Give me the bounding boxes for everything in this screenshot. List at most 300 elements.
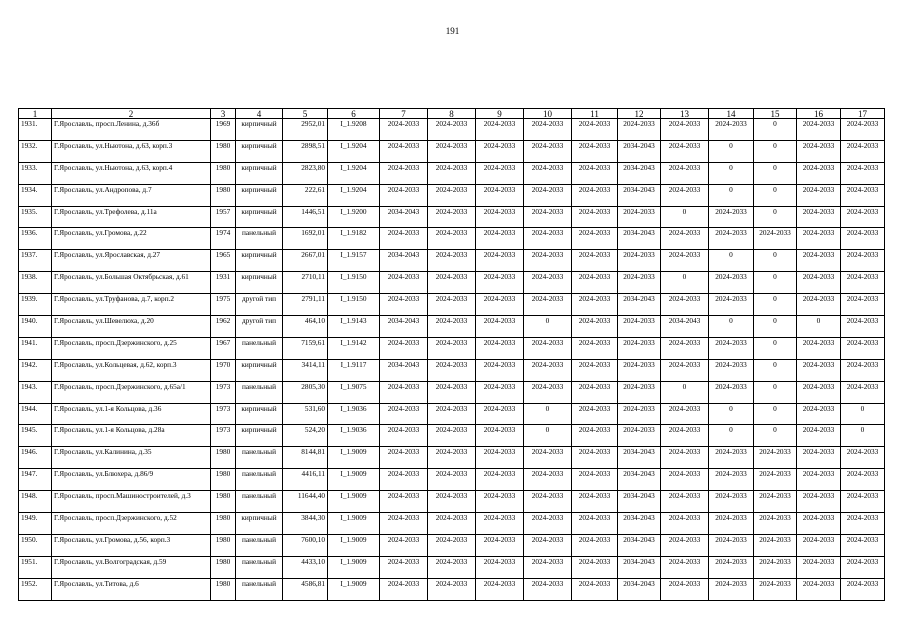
wall-type-cell: панельный [236,447,283,469]
row-number: 1939. [19,294,52,316]
table-row [19,513,885,535]
period-cell-17: 2024-2033 [841,272,885,294]
index-cell: I_1.9075 [328,381,380,403]
period-cell-12: 2034-2043 [618,513,661,535]
year-cell: 1973 [211,403,236,425]
period-cell-9: 2024-2033 [476,425,524,447]
row-number: 1932. [19,140,52,162]
period-cell-9: 2024-2033 [476,272,524,294]
period-cell-9: 2024-2033 [476,578,524,600]
area-cell: 222,61 [283,184,328,206]
table-row [19,403,885,425]
period-cell-17: 2024-2033 [841,491,885,513]
row-number: 1935. [19,206,52,228]
period-cell-16: 2024-2033 [797,556,841,578]
period-cell-10: 2024-2033 [524,250,572,272]
period-cell-16: 2024-2033 [797,184,841,206]
period-cell-7: 2024-2033 [380,294,428,316]
period-cell-11: 2024-2033 [572,381,618,403]
table-row [19,556,885,578]
address-cell: Г.Ярославль, ул.Ньютона, д.63, корп.3 [52,140,211,162]
table-row [19,534,885,556]
period-cell-14: 2024-2033 [709,381,754,403]
period-cell-8: 2024-2033 [428,162,476,184]
period-cell-10: 2024-2033 [524,206,572,228]
period-cell-8: 2024-2033 [428,469,476,491]
wall-type-cell: панельный [236,469,283,491]
address-cell: Г.Ярославль, ул.Ньютона, д.63, корп.4 [52,162,211,184]
area-cell: 3414,11 [283,359,328,381]
address-cell: Г.Ярославль, ул.Громова, д.56, корп.3 [52,534,211,556]
period-cell-14: 2024-2033 [709,119,754,141]
period-cell-11: 2024-2033 [572,534,618,556]
period-cell-9: 2024-2033 [476,206,524,228]
period-cell-17: 2024-2033 [841,534,885,556]
period-cell-9: 2024-2033 [476,119,524,141]
row-number: 1940. [19,316,52,338]
period-cell-17: 2024-2033 [841,469,885,491]
period-cell-8: 2024-2033 [428,316,476,338]
period-cell-8: 2024-2033 [428,556,476,578]
period-cell-14: 2024-2033 [709,578,754,600]
period-cell-15: 0 [754,425,797,447]
period-cell-7: 2024-2033 [380,403,428,425]
period-cell-12: 2034-2043 [618,294,661,316]
period-cell-9: 2024-2033 [476,491,524,513]
period-cell-16: 2024-2033 [797,119,841,141]
index-cell: I_1.9204 [328,184,380,206]
period-cell-10: 2024-2033 [524,578,572,600]
period-cell-17: 2024-2033 [841,250,885,272]
area-cell: 2823,80 [283,162,328,184]
area-cell: 2952,01 [283,119,328,141]
wall-type-cell: панельный [236,491,283,513]
column-header-14: 14 [709,109,754,119]
address-cell: Г.Ярославль, ул.Титова, д.6 [52,578,211,600]
period-cell-7: 2024-2033 [380,337,428,359]
period-cell-7: 2024-2033 [380,381,428,403]
period-cell-11: 2024-2033 [572,316,618,338]
index-cell: I_1.9117 [328,359,380,381]
period-cell-7: 2024-2033 [380,578,428,600]
period-cell-14: 0 [709,250,754,272]
period-cell-14: 2024-2033 [709,359,754,381]
row-number: 1949. [19,513,52,535]
period-cell-16: 2024-2033 [797,272,841,294]
index-cell: I_1.9143 [328,316,380,338]
period-cell-15: 0 [754,272,797,294]
period-cell-17: 2024-2033 [841,381,885,403]
period-cell-14: 2024-2033 [709,534,754,556]
period-cell-12: 2034-2043 [618,469,661,491]
period-cell-12: 2034-2043 [618,447,661,469]
address-cell: Г.Ярославль, просп.Машиностроителей, д.3 [52,491,211,513]
address-cell: Г.Ярославль, ул.1-я Кольцова, д.36 [52,403,211,425]
period-cell-10: 2024-2033 [524,359,572,381]
period-cell-8: 2024-2033 [428,534,476,556]
index-cell: I_1.9009 [328,447,380,469]
column-header-3: 3 [211,109,236,119]
area-cell: 2791,11 [283,294,328,316]
area-cell: 3844,30 [283,513,328,535]
period-cell-10: 0 [524,403,572,425]
period-cell-7: 2024-2033 [380,184,428,206]
period-cell-8: 2024-2033 [428,250,476,272]
period-cell-15: 2024-2033 [754,228,797,250]
period-cell-16: 2024-2033 [797,337,841,359]
period-cell-13: 2024-2033 [661,469,709,491]
table-row [19,140,885,162]
period-cell-16: 2024-2033 [797,140,841,162]
column-header-9: 9 [476,109,524,119]
table-row [19,316,885,338]
area-cell: 4433,10 [283,556,328,578]
period-cell-17: 0 [841,403,885,425]
address-cell: Г.Ярославль, ул.Волгоградская, д.59 [52,556,211,578]
area-cell: 4586,81 [283,578,328,600]
period-cell-10: 2024-2033 [524,294,572,316]
period-cell-13: 2024-2033 [661,513,709,535]
column-header-11: 11 [572,109,618,119]
period-cell-16: 2024-2033 [797,206,841,228]
period-cell-13: 2024-2033 [661,294,709,316]
address-cell: Г.Ярославль, ул.Кольцевая, д.62, корп.3 [52,359,211,381]
column-header-16: 16 [797,109,841,119]
column-header-8: 8 [428,109,476,119]
period-cell-14: 0 [709,140,754,162]
index-cell: I_1.9200 [328,206,380,228]
row-number: 1933. [19,162,52,184]
address-cell: Г.Ярославль, просп.Дзержинского, д.65а/1 [52,381,211,403]
area-cell: 2805,30 [283,381,328,403]
wall-type-cell: кирпичный [236,272,283,294]
year-cell: 1965 [211,250,236,272]
period-cell-17: 2024-2033 [841,294,885,316]
row-number: 1938. [19,272,52,294]
period-cell-9: 2024-2033 [476,294,524,316]
period-cell-12: 2034-2043 [618,140,661,162]
column-header-12: 12 [618,109,661,119]
wall-type-cell: панельный [236,337,283,359]
column-header-13: 13 [661,109,709,119]
period-cell-13: 0 [661,206,709,228]
year-cell: 1931 [211,272,236,294]
period-cell-9: 2024-2033 [476,140,524,162]
period-cell-14: 2024-2033 [709,294,754,316]
period-cell-8: 2024-2033 [428,578,476,600]
index-cell: I_1.9036 [328,425,380,447]
period-cell-15: 2024-2033 [754,513,797,535]
column-header-6: 6 [328,109,380,119]
period-cell-13: 2024-2033 [661,556,709,578]
wall-type-cell: кирпичный [236,403,283,425]
period-cell-11: 2024-2033 [572,469,618,491]
period-cell-10: 0 [524,425,572,447]
period-cell-9: 2024-2033 [476,162,524,184]
period-cell-12: 2034-2043 [618,556,661,578]
period-cell-9: 2024-2033 [476,337,524,359]
row-number: 1931. [19,119,52,141]
period-cell-7: 2024-2033 [380,140,428,162]
period-cell-15: 0 [754,359,797,381]
period-cell-14: 2024-2033 [709,228,754,250]
index-cell: I_1.9150 [328,272,380,294]
table-row [19,381,885,403]
year-cell: 1980 [211,184,236,206]
period-cell-14: 2024-2033 [709,272,754,294]
period-cell-13: 2024-2033 [661,250,709,272]
period-cell-12: 2034-2043 [618,184,661,206]
period-cell-7: 2034-2043 [380,359,428,381]
column-header-7: 7 [380,109,428,119]
period-cell-12: 2024-2033 [618,359,661,381]
page-number: 191 [445,26,460,36]
address-cell: Г.Ярославль, ул.Шевелюха, д.20 [52,316,211,338]
period-cell-11: 2024-2033 [572,425,618,447]
period-cell-11: 2024-2033 [572,184,618,206]
period-cell-16: 2024-2033 [797,228,841,250]
period-cell-9: 2024-2033 [476,228,524,250]
period-cell-13: 2024-2033 [661,119,709,141]
index-cell: I_1.9208 [328,119,380,141]
period-cell-12: 2024-2033 [618,250,661,272]
period-cell-13: 2024-2033 [661,337,709,359]
period-cell-10: 2024-2033 [524,140,572,162]
period-cell-9: 2024-2033 [476,513,524,535]
period-cell-13: 2034-2043 [661,316,709,338]
period-cell-11: 2024-2033 [572,162,618,184]
period-cell-8: 2024-2033 [428,184,476,206]
table-row [19,491,885,513]
period-cell-9: 2024-2033 [476,403,524,425]
period-cell-9: 2024-2033 [476,184,524,206]
period-cell-9: 2024-2033 [476,447,524,469]
period-cell-8: 2024-2033 [428,447,476,469]
index-cell: I_1.9204 [328,162,380,184]
year-cell: 1969 [211,119,236,141]
period-cell-16: 2024-2033 [797,469,841,491]
period-cell-11: 2024-2033 [572,206,618,228]
period-cell-12: 2024-2033 [618,403,661,425]
wall-type-cell: кирпичный [236,513,283,535]
table-body [19,119,885,601]
period-cell-16: 2024-2033 [797,513,841,535]
period-cell-10: 2024-2033 [524,556,572,578]
row-number: 1944. [19,403,52,425]
period-cell-13: 2024-2033 [661,140,709,162]
year-cell: 1957 [211,206,236,228]
period-cell-13: 2024-2033 [661,403,709,425]
year-cell: 1980 [211,578,236,600]
column-header-2: 2 [52,109,211,119]
row-number: 1934. [19,184,52,206]
header-row [19,109,885,119]
year-cell: 1980 [211,469,236,491]
period-cell-15: 2024-2033 [754,534,797,556]
address-cell: Г.Ярославль, ул.1-я Кольцова, д.28а [52,425,211,447]
table-row [19,250,885,272]
year-cell: 1980 [211,447,236,469]
period-cell-7: 2024-2033 [380,491,428,513]
period-cell-7: 2024-2033 [380,162,428,184]
period-cell-11: 2024-2033 [572,578,618,600]
period-cell-15: 0 [754,119,797,141]
index-cell: I_1.9009 [328,513,380,535]
period-cell-8: 2024-2033 [428,294,476,316]
period-cell-7: 2024-2033 [380,513,428,535]
address-cell: Г.Ярославль, ул.Большая Октябрьская, д.61 [52,272,211,294]
wall-type-cell: кирпичный [236,119,283,141]
period-cell-13: 2024-2033 [661,162,709,184]
period-cell-17: 2024-2033 [841,513,885,535]
period-cell-12: 2034-2043 [618,491,661,513]
index-cell: I_1.9009 [328,578,380,600]
year-cell: 1974 [211,228,236,250]
period-cell-15: 2024-2033 [754,578,797,600]
period-cell-9: 2024-2033 [476,316,524,338]
period-cell-13: 2024-2033 [661,534,709,556]
period-cell-8: 2024-2033 [428,119,476,141]
address-cell: Г.Ярославль, просп.Ленина, д.36б [52,119,211,141]
period-cell-10: 2024-2033 [524,534,572,556]
period-cell-15: 2024-2033 [754,556,797,578]
table-row [19,228,885,250]
area-cell: 531,60 [283,403,328,425]
period-cell-10: 2024-2033 [524,469,572,491]
area-cell: 2898,51 [283,140,328,162]
wall-type-cell: панельный [236,534,283,556]
period-cell-17: 2024-2033 [841,447,885,469]
wall-type-cell: кирпичный [236,359,283,381]
period-cell-8: 2024-2033 [428,228,476,250]
period-cell-15: 0 [754,337,797,359]
table-row [19,162,885,184]
year-cell: 1980 [211,140,236,162]
table-row [19,119,885,141]
period-cell-7: 2024-2033 [380,272,428,294]
area-cell: 524,20 [283,425,328,447]
period-cell-16: 2024-2033 [797,534,841,556]
period-cell-16: 2024-2033 [797,447,841,469]
period-cell-7: 2024-2033 [380,228,428,250]
row-number: 1952. [19,578,52,600]
index-cell: I_1.9150 [328,294,380,316]
column-header-4: 4 [236,109,283,119]
year-cell: 1980 [211,513,236,535]
period-cell-8: 2024-2033 [428,206,476,228]
wall-type-cell: другой тип [236,316,283,338]
period-cell-13: 2024-2033 [661,578,709,600]
period-cell-17: 2024-2033 [841,578,885,600]
wall-type-cell: кирпичный [236,140,283,162]
year-cell: 1980 [211,534,236,556]
period-cell-12: 2024-2033 [618,316,661,338]
period-cell-10: 2024-2033 [524,337,572,359]
address-cell: Г.Ярославль, ул.Громова, д.22 [52,228,211,250]
period-cell-12: 2024-2033 [618,381,661,403]
row-number: 1936. [19,228,52,250]
period-cell-15: 2024-2033 [754,469,797,491]
wall-type-cell: кирпичный [236,206,283,228]
period-cell-8: 2024-2033 [428,513,476,535]
column-header-15: 15 [754,109,797,119]
period-cell-15: 0 [754,162,797,184]
period-cell-11: 2024-2033 [572,447,618,469]
period-cell-17: 2024-2033 [841,162,885,184]
row-number: 1937. [19,250,52,272]
table-row [19,337,885,359]
row-number: 1945. [19,425,52,447]
period-cell-15: 0 [754,381,797,403]
period-cell-12: 2024-2033 [618,119,661,141]
period-cell-15: 2024-2033 [754,447,797,469]
column-header-10: 10 [524,109,572,119]
wall-type-cell: кирпичный [236,184,283,206]
address-cell: Г.Ярославль, ул.Блюхера, д.86/9 [52,469,211,491]
row-number: 1946. [19,447,52,469]
index-cell: I_1.9157 [328,250,380,272]
period-cell-11: 2024-2033 [572,294,618,316]
index-cell: I_1.9009 [328,491,380,513]
wall-type-cell: кирпичный [236,250,283,272]
period-cell-7: 2034-2043 [380,250,428,272]
period-cell-10: 2024-2033 [524,513,572,535]
row-number: 1951. [19,556,52,578]
area-cell: 8144,81 [283,447,328,469]
period-cell-7: 2034-2043 [380,206,428,228]
period-cell-11: 2024-2033 [572,491,618,513]
row-number: 1943. [19,381,52,403]
period-cell-17: 2024-2033 [841,119,885,141]
period-cell-13: 2024-2033 [661,447,709,469]
period-cell-13: 2024-2033 [661,425,709,447]
period-cell-17: 2024-2033 [841,140,885,162]
area-cell: 2710,11 [283,272,328,294]
period-cell-8: 2024-2033 [428,359,476,381]
period-cell-10: 0 [524,316,572,338]
table-row [19,206,885,228]
period-cell-10: 2024-2033 [524,162,572,184]
period-cell-12: 2034-2043 [618,578,661,600]
address-cell: Г.Ярославль, ул.Андропова, д.7 [52,184,211,206]
wall-type-cell: панельный [236,381,283,403]
address-cell: Г.Ярославль, ул.Труфанова, д.7, корп.2 [52,294,211,316]
table-row [19,425,885,447]
period-cell-14: 2024-2033 [709,513,754,535]
period-cell-16: 0 [797,316,841,338]
period-cell-7: 2024-2033 [380,534,428,556]
period-cell-7: 2024-2033 [380,119,428,141]
area-cell: 11644,40 [283,491,328,513]
wall-type-cell: панельный [236,228,283,250]
period-cell-14: 0 [709,425,754,447]
period-cell-16: 2024-2033 [797,491,841,513]
index-cell: I_1.9036 [328,403,380,425]
period-cell-15: 0 [754,184,797,206]
period-cell-11: 2024-2033 [572,513,618,535]
period-cell-10: 2024-2033 [524,119,572,141]
table-row [19,578,885,600]
year-cell: 1970 [211,359,236,381]
table-row [19,359,885,381]
period-cell-9: 2024-2033 [476,534,524,556]
address-cell: Г.Ярославль, просп.Дзержинского, д.25 [52,337,211,359]
period-cell-7: 2024-2033 [380,447,428,469]
index-cell: I_1.9009 [328,534,380,556]
area-cell: 7600,10 [283,534,328,556]
table-row [19,184,885,206]
column-header-17: 17 [841,109,885,119]
